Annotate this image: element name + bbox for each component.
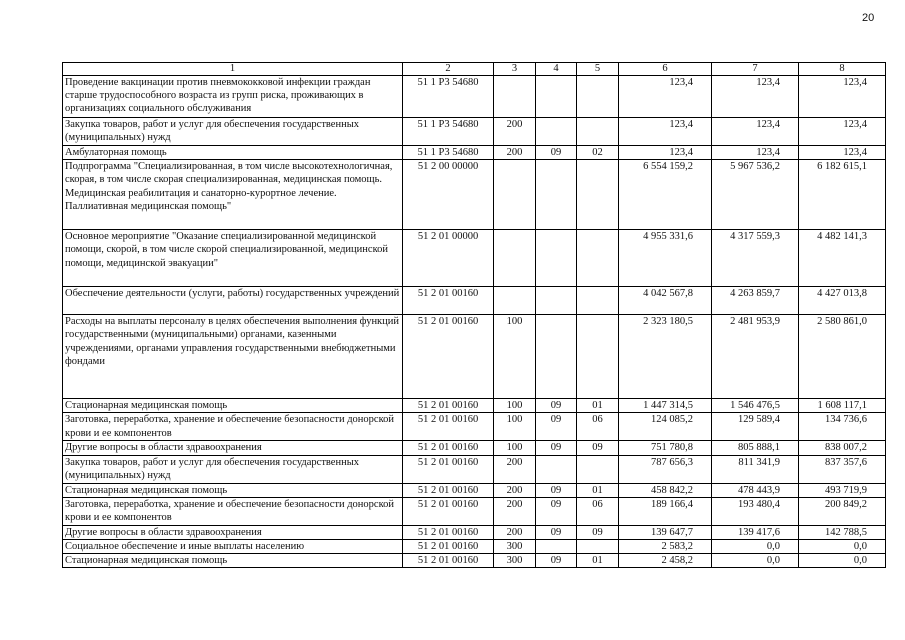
expense-type: 200 [494,118,536,146]
row-name: Основное мероприятие "Оказание специализированной медицинской помощи, скорой, в том числе скорой специализированной, медицинской помощи, медицинской эвакуации" [63,230,403,287]
row-name: Проведение вакцинации против пневмококковой инфекции граждан старше трудоспособного возраста из групп риска, проживающих в организациях социального обслуживания [63,76,403,118]
subsection: 01 [577,399,619,413]
amount-year-2: 0,0 [712,554,799,568]
section: 09 [536,554,577,568]
target-article: 51 2 01 00160 [403,554,494,568]
amount-year-1: 751 780,8 [619,441,712,455]
header-cell: 1 [63,63,403,76]
amount-year-3: 1 608 117,1 [799,399,886,413]
target-article: 51 2 01 00160 [403,540,494,554]
subsection: 09 [577,441,619,455]
amount-year-1: 1 447 314,5 [619,399,712,413]
amount-year-2: 4 317 559,3 [712,230,799,287]
target-article: 51 2 01 00000 [403,230,494,287]
amount-year-2: 123,4 [712,146,799,160]
amount-year-1: 2 458,2 [619,554,712,568]
amount-year-3: 123,4 [799,146,886,160]
header-cell: 4 [536,63,577,76]
amount-year-2: 123,4 [712,118,799,146]
target-article: 51 1 P3 54680 [403,146,494,160]
amount-year-2: 811 341,9 [712,455,799,483]
subsection [577,76,619,118]
amount-year-1: 124 085,2 [619,413,712,441]
section [536,76,577,118]
subsection [577,540,619,554]
amount-year-2: 1 546 476,5 [712,399,799,413]
target-article: 51 2 01 00160 [403,287,494,315]
amount-year-2: 0,0 [712,540,799,554]
table-row [63,287,886,315]
subsection [577,160,619,230]
row-name: Другие вопросы в области здравоохранения [63,525,403,539]
row-name: Подпрограмма "Специализированная, в том числе высокотехнологичная, скорая, в том числе скорая специализированная, медицинская помощь. Медицинская реабилитация и санаторно-курортное лечение. Паллиативная медицинская помощь" [63,160,403,230]
amount-year-3: 6 182 615,1 [799,160,886,230]
expense-type [494,230,536,287]
subsection: 01 [577,483,619,497]
subsection [577,455,619,483]
amount-year-3: 838 007,2 [799,441,886,455]
expense-type: 100 [494,413,536,441]
target-article: 51 2 01 00160 [403,455,494,483]
target-article: 51 2 01 00160 [403,413,494,441]
row-name: Социальное обеспечение и иные выплаты населению [63,540,403,554]
subsection [577,118,619,146]
section [536,540,577,554]
expense-type: 200 [494,497,536,525]
amount-year-3: 0,0 [799,540,886,554]
row-name: Стационарная медицинская помощь [63,554,403,568]
section: 09 [536,483,577,497]
amount-year-1: 2 583,2 [619,540,712,554]
row-name: Стационарная медицинская помощь [63,399,403,413]
table-row [63,160,886,230]
subsection: 06 [577,413,619,441]
amount-year-1: 189 166,4 [619,497,712,525]
section: 09 [536,525,577,539]
subsection: 01 [577,554,619,568]
expense-type: 200 [494,525,536,539]
table-row [63,554,886,568]
section [536,315,577,399]
amount-year-3: 0,0 [799,554,886,568]
amount-year-1: 123,4 [619,146,712,160]
amount-year-1: 139 647,7 [619,525,712,539]
section [536,118,577,146]
table-row [63,399,886,413]
amount-year-3: 200 849,2 [799,497,886,525]
target-article: 51 2 01 00160 [403,483,494,497]
amount-year-3: 4 427 013,8 [799,287,886,315]
row-name: Расходы на выплаты персоналу в целях обеспечения выполнения функций государственными (муниципальными) органами, казенными учреждениями, органами управления государственными внебюджетными фондами [63,315,403,399]
row-name: Закупка товаров, работ и услуг для обеспечения государственных (муниципальных) нужд [63,118,403,146]
amount-year-1: 2 323 180,5 [619,315,712,399]
expense-type: 200 [494,455,536,483]
target-article: 51 2 01 00160 [403,497,494,525]
amount-year-2: 805 888,1 [712,441,799,455]
budget-table [62,62,886,568]
amount-year-3: 2 580 861,0 [799,315,886,399]
table-row [63,230,886,287]
header-cell: 2 [403,63,494,76]
expense-type [494,160,536,230]
amount-year-2: 129 589,4 [712,413,799,441]
section [536,287,577,315]
amount-year-3: 123,4 [799,76,886,118]
table-row [63,441,886,455]
table-row [63,525,886,539]
section [536,455,577,483]
expense-type: 200 [494,146,536,160]
amount-year-2: 2 481 953,9 [712,315,799,399]
amount-year-1: 123,4 [619,118,712,146]
table-row [63,118,886,146]
amount-year-2: 4 263 859,7 [712,287,799,315]
target-article: 51 2 01 00160 [403,525,494,539]
header-cell: 5 [577,63,619,76]
expense-type: 100 [494,441,536,455]
amount-year-1: 4 955 331,6 [619,230,712,287]
amount-year-1: 787 656,3 [619,455,712,483]
expense-type: 100 [494,315,536,399]
row-name: Другие вопросы в области здравоохранения [63,441,403,455]
table-row [63,540,886,554]
header-cell: 7 [712,63,799,76]
expense-type: 300 [494,540,536,554]
amount-year-3: 134 736,6 [799,413,886,441]
table-row [63,413,886,441]
row-name: Закупка товаров, работ и услуг для обеспечения государственных (муниципальных) нужд [63,455,403,483]
table-row [63,146,886,160]
subsection: 02 [577,146,619,160]
section: 09 [536,399,577,413]
amount-year-1: 4 042 567,8 [619,287,712,315]
amount-year-1: 6 554 159,2 [619,160,712,230]
amount-year-2: 123,4 [712,76,799,118]
amount-year-2: 139 417,6 [712,525,799,539]
expense-type [494,76,536,118]
amount-year-3: 142 788,5 [799,525,886,539]
row-name: Стационарная медицинская помощь [63,483,403,497]
amount-year-2: 5 967 536,2 [712,160,799,230]
section: 09 [536,441,577,455]
amount-year-2: 193 480,4 [712,497,799,525]
table-row [63,315,886,399]
table-row [63,76,886,118]
target-article: 51 2 01 00160 [403,441,494,455]
subsection [577,315,619,399]
expense-type: 300 [494,554,536,568]
target-article: 51 1 P3 54680 [403,118,494,146]
target-article: 51 1 P3 54680 [403,76,494,118]
expense-type [494,287,536,315]
amount-year-3: 4 482 141,3 [799,230,886,287]
target-article: 51 2 00 00000 [403,160,494,230]
subsection: 06 [577,497,619,525]
amount-year-1: 123,4 [619,76,712,118]
amount-year-3: 123,4 [799,118,886,146]
table-row [63,455,886,483]
section: 09 [536,497,577,525]
section: 09 [536,413,577,441]
section: 09 [536,146,577,160]
section [536,160,577,230]
header-cell: 6 [619,63,712,76]
row-name: Заготовка, переработка, хранение и обеспечение безопасности донорской крови и ее компонентов [63,497,403,525]
header-cell: 3 [494,63,536,76]
row-name: Амбулаторная помощь [63,146,403,160]
target-article: 51 2 01 00160 [403,399,494,413]
expense-type: 100 [494,399,536,413]
section [536,230,577,287]
subsection: 09 [577,525,619,539]
target-article: 51 2 01 00160 [403,315,494,399]
amount-year-3: 837 357,6 [799,455,886,483]
row-name: Обеспечение деятельности (услуги, работы) государственных учреждений [63,287,403,315]
page-number: 20 [862,12,875,24]
header-cell: 8 [799,63,886,76]
expense-type: 200 [494,483,536,497]
table-row [63,497,886,525]
table-row [63,483,886,497]
amount-year-2: 478 443,9 [712,483,799,497]
subsection [577,230,619,287]
subsection [577,287,619,315]
amount-year-1: 458 842,2 [619,483,712,497]
amount-year-3: 493 719,9 [799,483,886,497]
header-row [63,63,886,76]
row-name: Заготовка, переработка, хранение и обеспечение безопасности донорской крови и ее компонентов [63,413,403,441]
